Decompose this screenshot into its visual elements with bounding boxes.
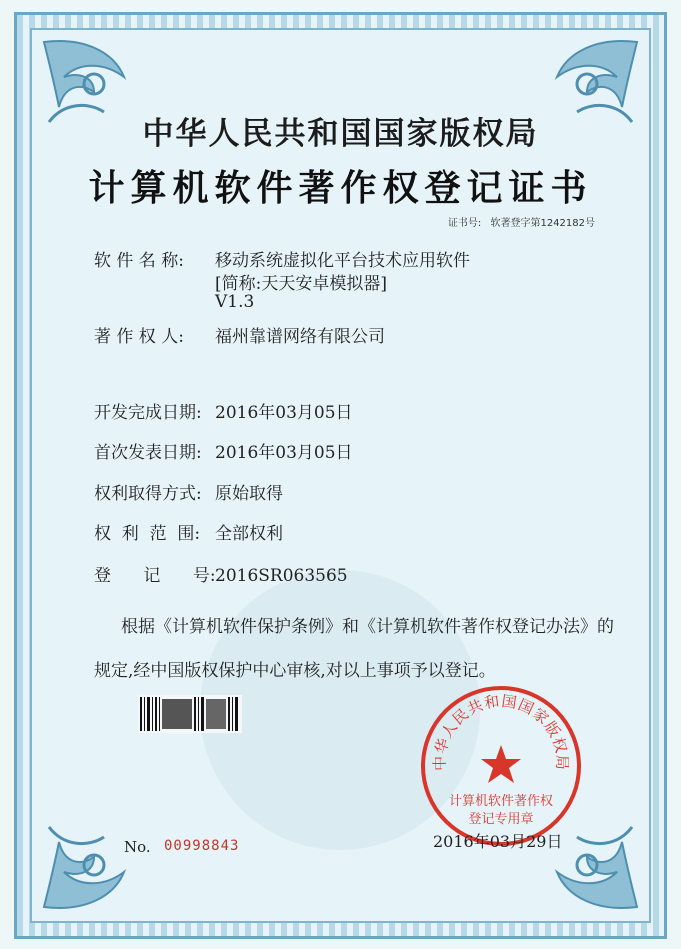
corner-ornament-bottom-left: [34, 807, 154, 917]
scope-value: 全部权利: [215, 524, 283, 544]
serial-number-label: No.: [124, 838, 151, 856]
reg-no-value: 2016SR063565: [215, 566, 348, 586]
serial-number-value: 00998843: [164, 838, 240, 854]
certificate-number: [442, 214, 595, 229]
certificate-title: 计算机软件著作权登记证书: [88, 168, 593, 209]
software-name-value: 移动系统虚拟化平台技术应用软件: [215, 251, 470, 271]
owner-value: 福州靠谱网络有限公司: [215, 327, 385, 347]
field-owner: [94, 322, 385, 347]
certificate-number-value: 软著登字第1242182号: [490, 218, 595, 229]
scope-label: 权 利 范 围:: [94, 524, 201, 544]
pub-date-label: 首次发表日期:: [94, 443, 202, 463]
seal-center-line-1: 计算机软件著作权: [448, 794, 554, 809]
acquire-label: 权利取得方式:: [94, 484, 202, 504]
pub-date-value: 2016年03月05日: [215, 443, 353, 463]
field-scope: [94, 519, 283, 544]
field-software-name: [94, 246, 470, 271]
statement-line-2: 规定,经中国版权保护中心审核,对以上事项予以登记。: [94, 661, 496, 681]
statement-line-1: 根据《计算机软件保护条例》和《计算机软件著作权登记办法》的: [121, 617, 614, 637]
software-short-name: [简称:天天安卓模拟器]: [215, 274, 387, 294]
official-seal: [418, 683, 584, 849]
seal-star-icon: [481, 745, 521, 783]
field-pub-date: [94, 438, 353, 463]
issue-date: 2016年03月29日: [433, 832, 563, 851]
seal-center-line-2: 登记专用章: [468, 812, 534, 827]
software-name-label: 软 件 名 称:: [94, 251, 184, 271]
dev-date-value: 2016年03月05日: [215, 403, 353, 423]
software-version: V1.3: [215, 292, 255, 312]
field-reg-no: [94, 561, 348, 586]
barcode: [138, 695, 242, 733]
seal-ring-text: 中华人民共和国国家版权局: [430, 692, 572, 771]
acquire-value: 原始取得: [215, 484, 283, 504]
reg-no-label: 登 记 号:: [94, 566, 216, 586]
field-dev-date: [94, 398, 353, 423]
dev-date-label: 开发完成日期:: [94, 403, 202, 423]
certificate-number-label: 证书号:: [447, 218, 482, 229]
owner-label: 著 作 权 人:: [94, 327, 184, 347]
issuer-title: 中华人民共和国国家版权局: [142, 116, 539, 152]
field-acquire-method: [94, 479, 283, 504]
